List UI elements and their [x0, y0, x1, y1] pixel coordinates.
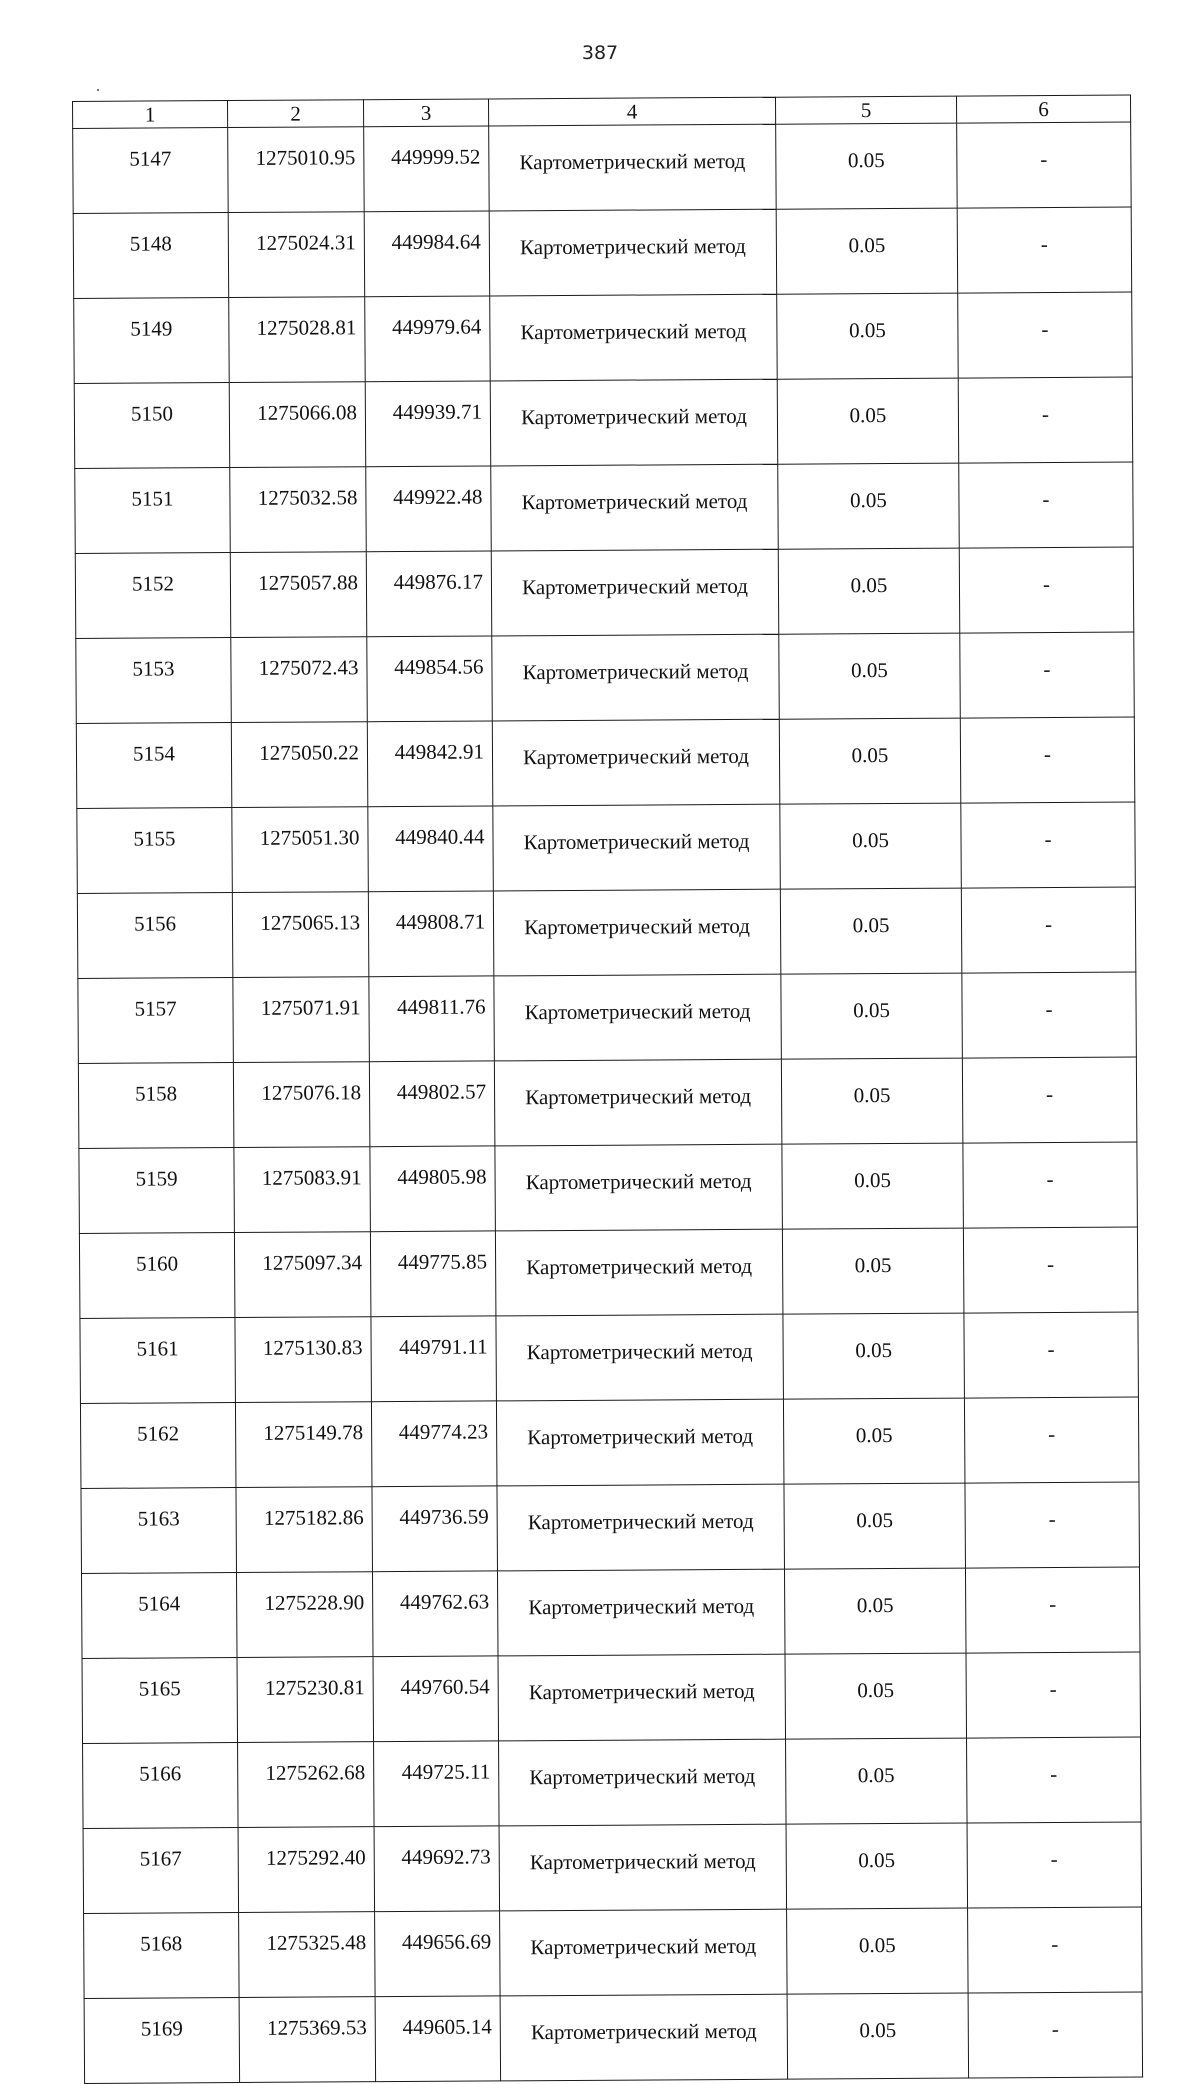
table-row — [79, 1142, 1137, 1233]
y-coordinate-cell: 449840.44 — [368, 806, 494, 892]
note-cell: - — [965, 1482, 1140, 1568]
x-coordinate-cell: 1275066.08 — [229, 382, 366, 468]
x-coordinate-cell: 1275051.30 — [232, 807, 369, 893]
table-row — [74, 377, 1132, 468]
y-coordinate-cell: 449802.57 — [369, 1061, 495, 1147]
method-cell: Картометрический метод — [494, 1059, 782, 1146]
method-cell: Картометрический метод — [492, 719, 780, 806]
x-coordinate-cell: 1275072.43 — [231, 637, 368, 723]
y-coordinate-cell: 449811.76 — [369, 976, 495, 1062]
method-cell: Картометрический метод — [494, 974, 782, 1061]
method-cell: Картометрический метод — [500, 1909, 788, 1996]
x-coordinate-cell: 1275076.18 — [233, 1062, 370, 1148]
note-cell: - — [957, 122, 1132, 208]
note-cell: - — [957, 207, 1132, 293]
point-number-cell: 5154 — [76, 723, 232, 809]
table-row — [77, 802, 1135, 893]
note-cell: - — [963, 1142, 1138, 1228]
point-number-cell: 5161 — [80, 1318, 236, 1404]
method-cell: Картометрический метод — [491, 549, 779, 636]
y-coordinate-cell: 449999.52 — [364, 126, 490, 212]
note-cell: - — [961, 802, 1136, 888]
point-number-cell: 5160 — [79, 1233, 235, 1319]
method-cell: Картометрический метод — [500, 1994, 788, 2081]
note-cell: - — [964, 1397, 1139, 1483]
method-cell: Картометрический метод — [497, 1569, 785, 1656]
y-coordinate-cell: 449808.71 — [368, 891, 494, 977]
note-cell: - — [966, 1652, 1141, 1738]
column-header-3: 3 — [363, 99, 488, 127]
x-coordinate-cell: 1275230.81 — [237, 1657, 374, 1743]
table-row — [83, 1737, 1141, 1828]
method-cell: Картометрический метод — [490, 294, 778, 381]
x-coordinate-cell: 1275083.91 — [234, 1147, 371, 1233]
table-row — [80, 1397, 1138, 1488]
table-row — [73, 122, 1131, 213]
page-number: 387 — [581, 42, 619, 64]
point-number-cell: 5152 — [75, 553, 231, 639]
accuracy-cell: 0.05 — [776, 123, 958, 209]
x-coordinate-cell: 1275228.90 — [236, 1572, 373, 1658]
point-number-cell: 5168 — [84, 1913, 240, 1999]
method-cell: Картометрический метод — [489, 209, 777, 296]
accuracy-cell: 0.05 — [783, 1313, 965, 1399]
accuracy-cell: 0.05 — [781, 973, 963, 1059]
note-cell: - — [964, 1312, 1139, 1398]
accuracy-cell: 0.05 — [778, 463, 960, 549]
x-coordinate-cell: 1275032.58 — [230, 467, 367, 553]
table-row — [80, 1312, 1138, 1403]
x-coordinate-cell: 1275262.68 — [238, 1742, 375, 1828]
point-number-cell: 5159 — [79, 1148, 235, 1234]
note-cell: - — [960, 632, 1135, 718]
point-number-cell: 5157 — [78, 978, 234, 1064]
point-number-cell: 5169 — [84, 1998, 240, 2084]
method-cell: Картометрический метод — [495, 1144, 783, 1231]
y-coordinate-cell: 449762.63 — [372, 1571, 498, 1657]
point-number-cell: 5155 — [77, 808, 233, 894]
x-coordinate-cell: 1275024.31 — [228, 212, 365, 298]
table-row — [84, 1907, 1142, 1998]
table-row — [76, 717, 1134, 808]
x-coordinate-cell: 1275369.53 — [239, 1997, 376, 2083]
x-coordinate-cell: 1275071.91 — [233, 977, 370, 1063]
coordinates-table-container — [72, 95, 1142, 2084]
accuracy-cell: 0.05 — [782, 1143, 964, 1229]
x-coordinate-cell: 1275028.81 — [229, 297, 366, 383]
table-row — [73, 207, 1131, 298]
y-coordinate-cell: 449736.59 — [372, 1486, 498, 1572]
method-cell: Картометрический метод — [495, 1229, 783, 1316]
note-cell: - — [967, 1737, 1142, 1823]
accuracy-cell: 0.05 — [779, 718, 961, 804]
table-row — [78, 1057, 1136, 1148]
point-number-cell: 5165 — [82, 1658, 238, 1744]
accuracy-cell: 0.05 — [782, 1228, 964, 1314]
accuracy-cell: 0.05 — [784, 1483, 966, 1569]
table-row — [75, 547, 1133, 638]
x-coordinate-cell: 1275050.22 — [231, 722, 368, 808]
y-coordinate-cell: 449842.91 — [367, 721, 493, 807]
method-cell: Картометрический метод — [490, 379, 778, 466]
y-coordinate-cell: 449876.17 — [366, 551, 492, 637]
table-row — [77, 887, 1135, 978]
x-coordinate-cell: 1275325.48 — [239, 1912, 376, 1998]
accuracy-cell: 0.05 — [781, 1058, 963, 1144]
y-coordinate-cell: 449791.11 — [371, 1316, 497, 1402]
accuracy-cell: 0.05 — [778, 548, 960, 634]
scan-artifact-dot — [97, 89, 99, 91]
x-coordinate-cell: 1275182.86 — [236, 1487, 373, 1573]
method-cell: Картометрический метод — [499, 1739, 787, 1826]
y-coordinate-cell: 449805.98 — [370, 1146, 496, 1232]
x-coordinate-cell: 1275292.40 — [238, 1827, 375, 1913]
y-coordinate-cell: 449605.14 — [375, 1996, 501, 2082]
x-coordinate-cell: 1275097.34 — [234, 1232, 371, 1318]
y-coordinate-cell: 449774.23 — [371, 1401, 497, 1487]
y-coordinate-cell: 449760.54 — [373, 1656, 499, 1742]
accuracy-cell: 0.05 — [787, 1908, 969, 1994]
note-cell: - — [967, 1822, 1142, 1908]
point-number-cell: 5151 — [75, 468, 231, 554]
table-row — [74, 292, 1132, 383]
column-header-2: 2 — [228, 100, 364, 128]
column-header-5: 5 — [775, 96, 956, 124]
note-cell: - — [963, 1227, 1138, 1313]
method-cell: Картометрический метод — [493, 889, 781, 976]
point-number-cell: 5166 — [83, 1743, 239, 1829]
column-header-4: 4 — [488, 97, 775, 126]
point-number-cell: 5156 — [77, 893, 233, 979]
y-coordinate-cell: 449656.69 — [375, 1911, 501, 1997]
note-cell: - — [959, 547, 1134, 633]
point-number-cell: 5163 — [81, 1488, 237, 1574]
point-number-cell: 5167 — [83, 1828, 239, 1914]
point-number-cell: 5149 — [74, 298, 230, 384]
accuracy-cell: 0.05 — [787, 1993, 969, 2079]
point-number-cell: 5148 — [73, 213, 229, 299]
y-coordinate-cell: 449692.73 — [374, 1826, 500, 1912]
note-cell: - — [968, 1907, 1143, 1993]
column-header-1: 1 — [73, 101, 228, 129]
y-coordinate-cell: 449854.56 — [367, 636, 493, 722]
note-cell: - — [958, 377, 1133, 463]
table-body — [73, 122, 1143, 2083]
note-cell: - — [968, 1992, 1143, 2078]
table-row — [79, 1227, 1137, 1318]
accuracy-cell: 0.05 — [776, 208, 958, 294]
x-coordinate-cell: 1275057.88 — [230, 552, 367, 638]
y-coordinate-cell: 449725.11 — [374, 1741, 500, 1827]
accuracy-cell: 0.05 — [786, 1823, 968, 1909]
method-cell: Картометрический метод — [489, 124, 777, 211]
accuracy-cell: 0.05 — [784, 1568, 966, 1654]
x-coordinate-cell: 1275065.13 — [232, 892, 369, 978]
table-row — [81, 1567, 1139, 1658]
note-cell: - — [961, 887, 1136, 973]
note-cell: - — [959, 462, 1134, 548]
accuracy-cell: 0.05 — [786, 1738, 968, 1824]
x-coordinate-cell: 1275149.78 — [235, 1402, 372, 1488]
point-number-cell: 5153 — [76, 638, 232, 724]
accuracy-cell: 0.05 — [779, 633, 961, 719]
method-cell: Картометрический метод — [498, 1654, 786, 1741]
note-cell: - — [962, 1057, 1137, 1143]
accuracy-cell: 0.05 — [777, 293, 959, 379]
y-coordinate-cell: 449984.64 — [364, 211, 490, 297]
table-row — [76, 632, 1134, 723]
method-cell: Картометрический метод — [499, 1824, 787, 1911]
method-cell: Картометрический метод — [496, 1314, 784, 1401]
note-cell: - — [962, 972, 1137, 1058]
table-row — [78, 972, 1136, 1063]
table-row — [75, 462, 1133, 553]
y-coordinate-cell: 449939.71 — [365, 381, 491, 467]
y-coordinate-cell: 449979.64 — [365, 296, 491, 382]
method-cell: Картометрический метод — [496, 1399, 784, 1486]
table-row — [84, 1992, 1142, 2083]
accuracy-cell: 0.05 — [780, 803, 962, 889]
x-coordinate-cell: 1275010.95 — [228, 127, 365, 213]
coordinates-table — [72, 95, 1143, 2084]
y-coordinate-cell: 449775.85 — [370, 1231, 496, 1317]
note-cell: - — [965, 1567, 1140, 1653]
point-number-cell: 5150 — [74, 383, 230, 469]
note-cell: - — [958, 292, 1133, 378]
table-row — [82, 1652, 1140, 1743]
x-coordinate-cell: 1275130.83 — [235, 1317, 372, 1403]
accuracy-cell: 0.05 — [785, 1653, 967, 1739]
point-number-cell: 5147 — [73, 128, 229, 214]
table-row — [83, 1822, 1141, 1913]
point-number-cell: 5162 — [80, 1403, 236, 1489]
method-cell: Картометрический метод — [493, 804, 781, 891]
column-header-6: 6 — [956, 95, 1130, 123]
method-cell: Картометрический метод — [491, 464, 779, 551]
method-cell: Картометрический метод — [497, 1484, 785, 1571]
point-number-cell: 5158 — [78, 1063, 234, 1149]
accuracy-cell: 0.05 — [783, 1398, 965, 1484]
point-number-cell: 5164 — [81, 1573, 237, 1659]
y-coordinate-cell: 449922.48 — [366, 466, 492, 552]
method-cell: Картометрический метод — [492, 634, 780, 721]
accuracy-cell: 0.05 — [780, 888, 962, 974]
note-cell: - — [960, 717, 1135, 803]
accuracy-cell: 0.05 — [777, 378, 959, 464]
table-row — [81, 1482, 1139, 1573]
